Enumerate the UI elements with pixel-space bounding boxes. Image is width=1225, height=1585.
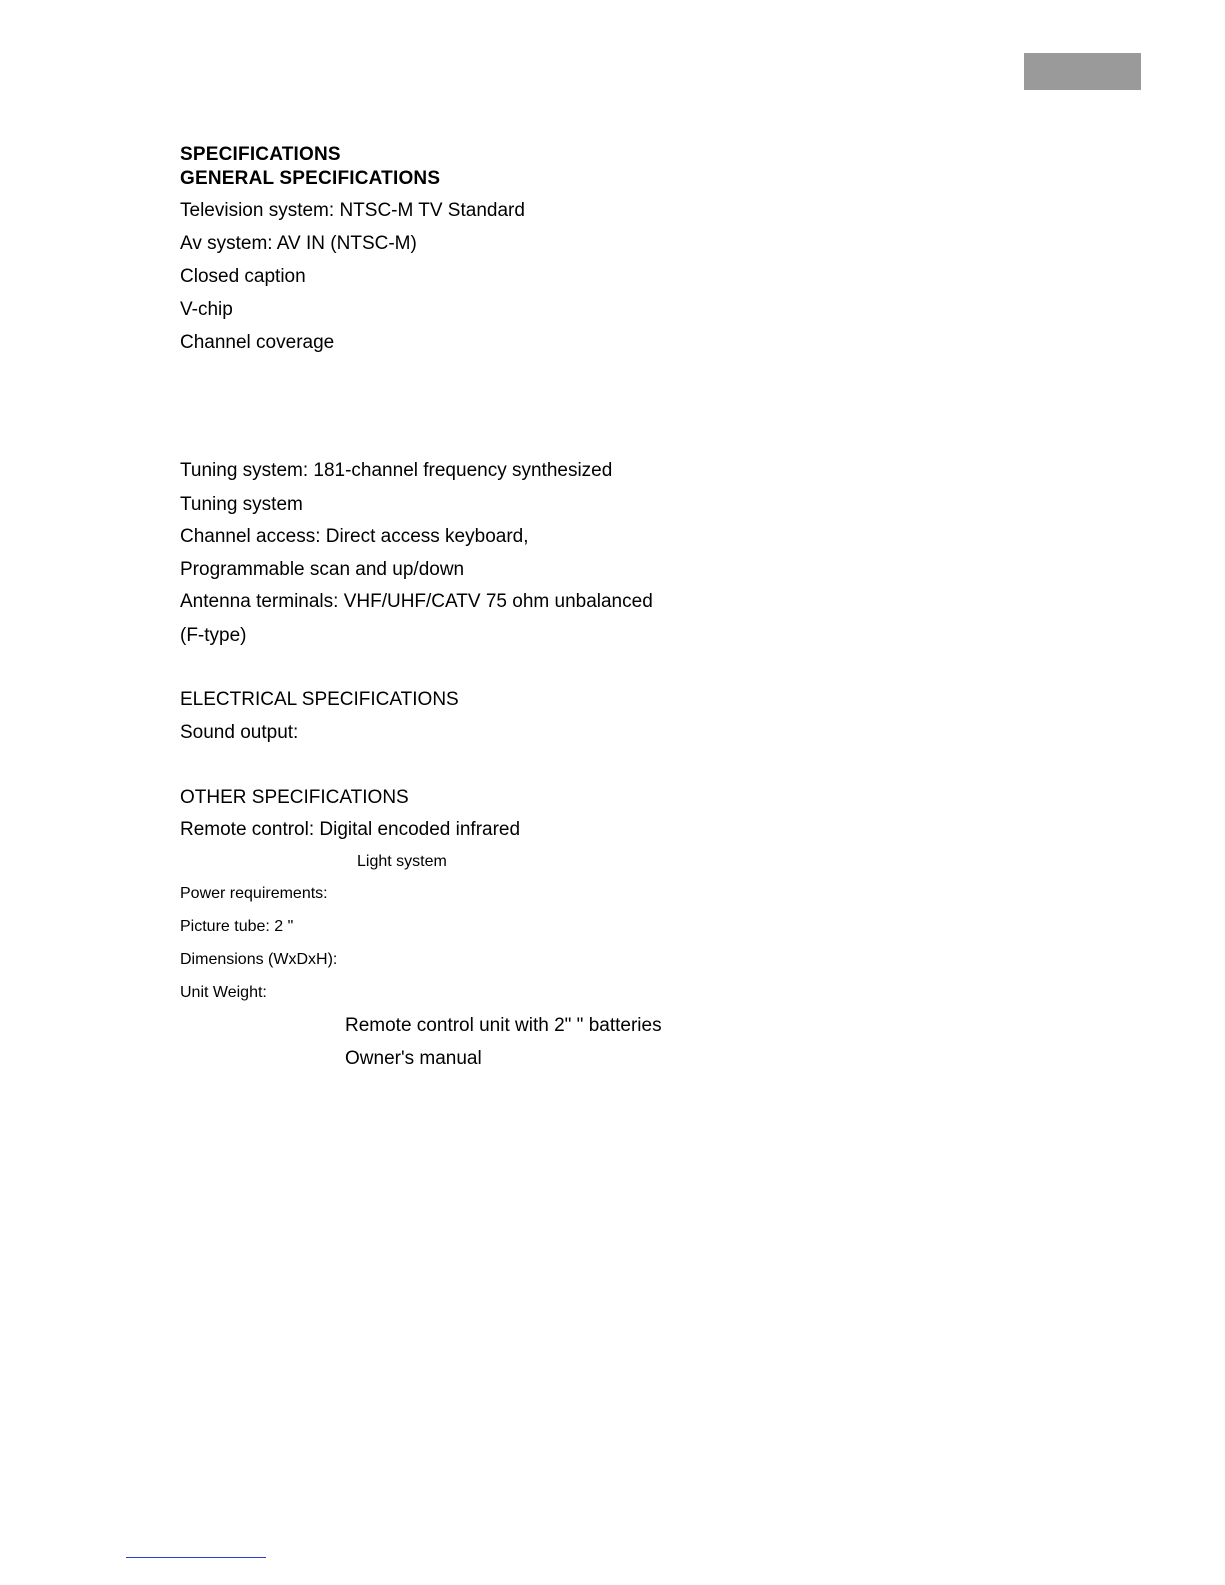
channel-access-line: Channel access: Direct access keyboard, [180, 526, 529, 547]
f-type-line: (F-type) [180, 625, 247, 646]
remote-control-line: Remote control: Digital encoded infrared [180, 819, 521, 840]
light-system-line: Light system [357, 853, 447, 870]
page-tab-marker [1024, 53, 1141, 90]
footer-link-underline [126, 1557, 266, 1558]
remote-control-unit-line: Remote control unit with 2" " batteries [345, 1015, 662, 1036]
general-specifications-heading: GENERAL SPECIFICATIONS [180, 168, 441, 189]
tuning-system-line: Tuning system: 181-channel frequency synthesized [180, 460, 613, 481]
power-requirements-line: Power requirements: [180, 885, 328, 902]
television-system-line: Television system: NTSC-M TV Standard [180, 200, 525, 221]
title-heading: SPECIFICATIONS [180, 144, 341, 165]
dimensions-line: Dimensions (WxDxH): [180, 951, 338, 968]
channel-coverage-line: Channel coverage [180, 332, 335, 353]
closed-caption-line: Closed caption [180, 266, 306, 287]
picture-tube-line: Picture tube: 2 " [180, 918, 294, 935]
unit-weight-line: Unit Weight: [180, 984, 267, 1001]
other-specifications-heading: OTHER SPECIFICATIONS [180, 787, 409, 808]
sound-output-line: Sound output: [180, 722, 299, 743]
vchip-line: V-chip [180, 299, 233, 320]
owners-manual-line: Owner's manual [345, 1048, 482, 1069]
antenna-terminals-line: Antenna terminals: VHF/UHF/CATV 75 ohm unbalanced [180, 591, 653, 612]
tuning-system-secondary-line: Tuning system [180, 494, 303, 515]
programmable-scan-line: Programmable scan and up/down [180, 559, 465, 580]
electrical-specifications-heading: ELECTRICAL SPECIFICATIONS [180, 689, 459, 710]
av-system-line: Av system: AV IN (NTSC-M) [180, 233, 417, 254]
